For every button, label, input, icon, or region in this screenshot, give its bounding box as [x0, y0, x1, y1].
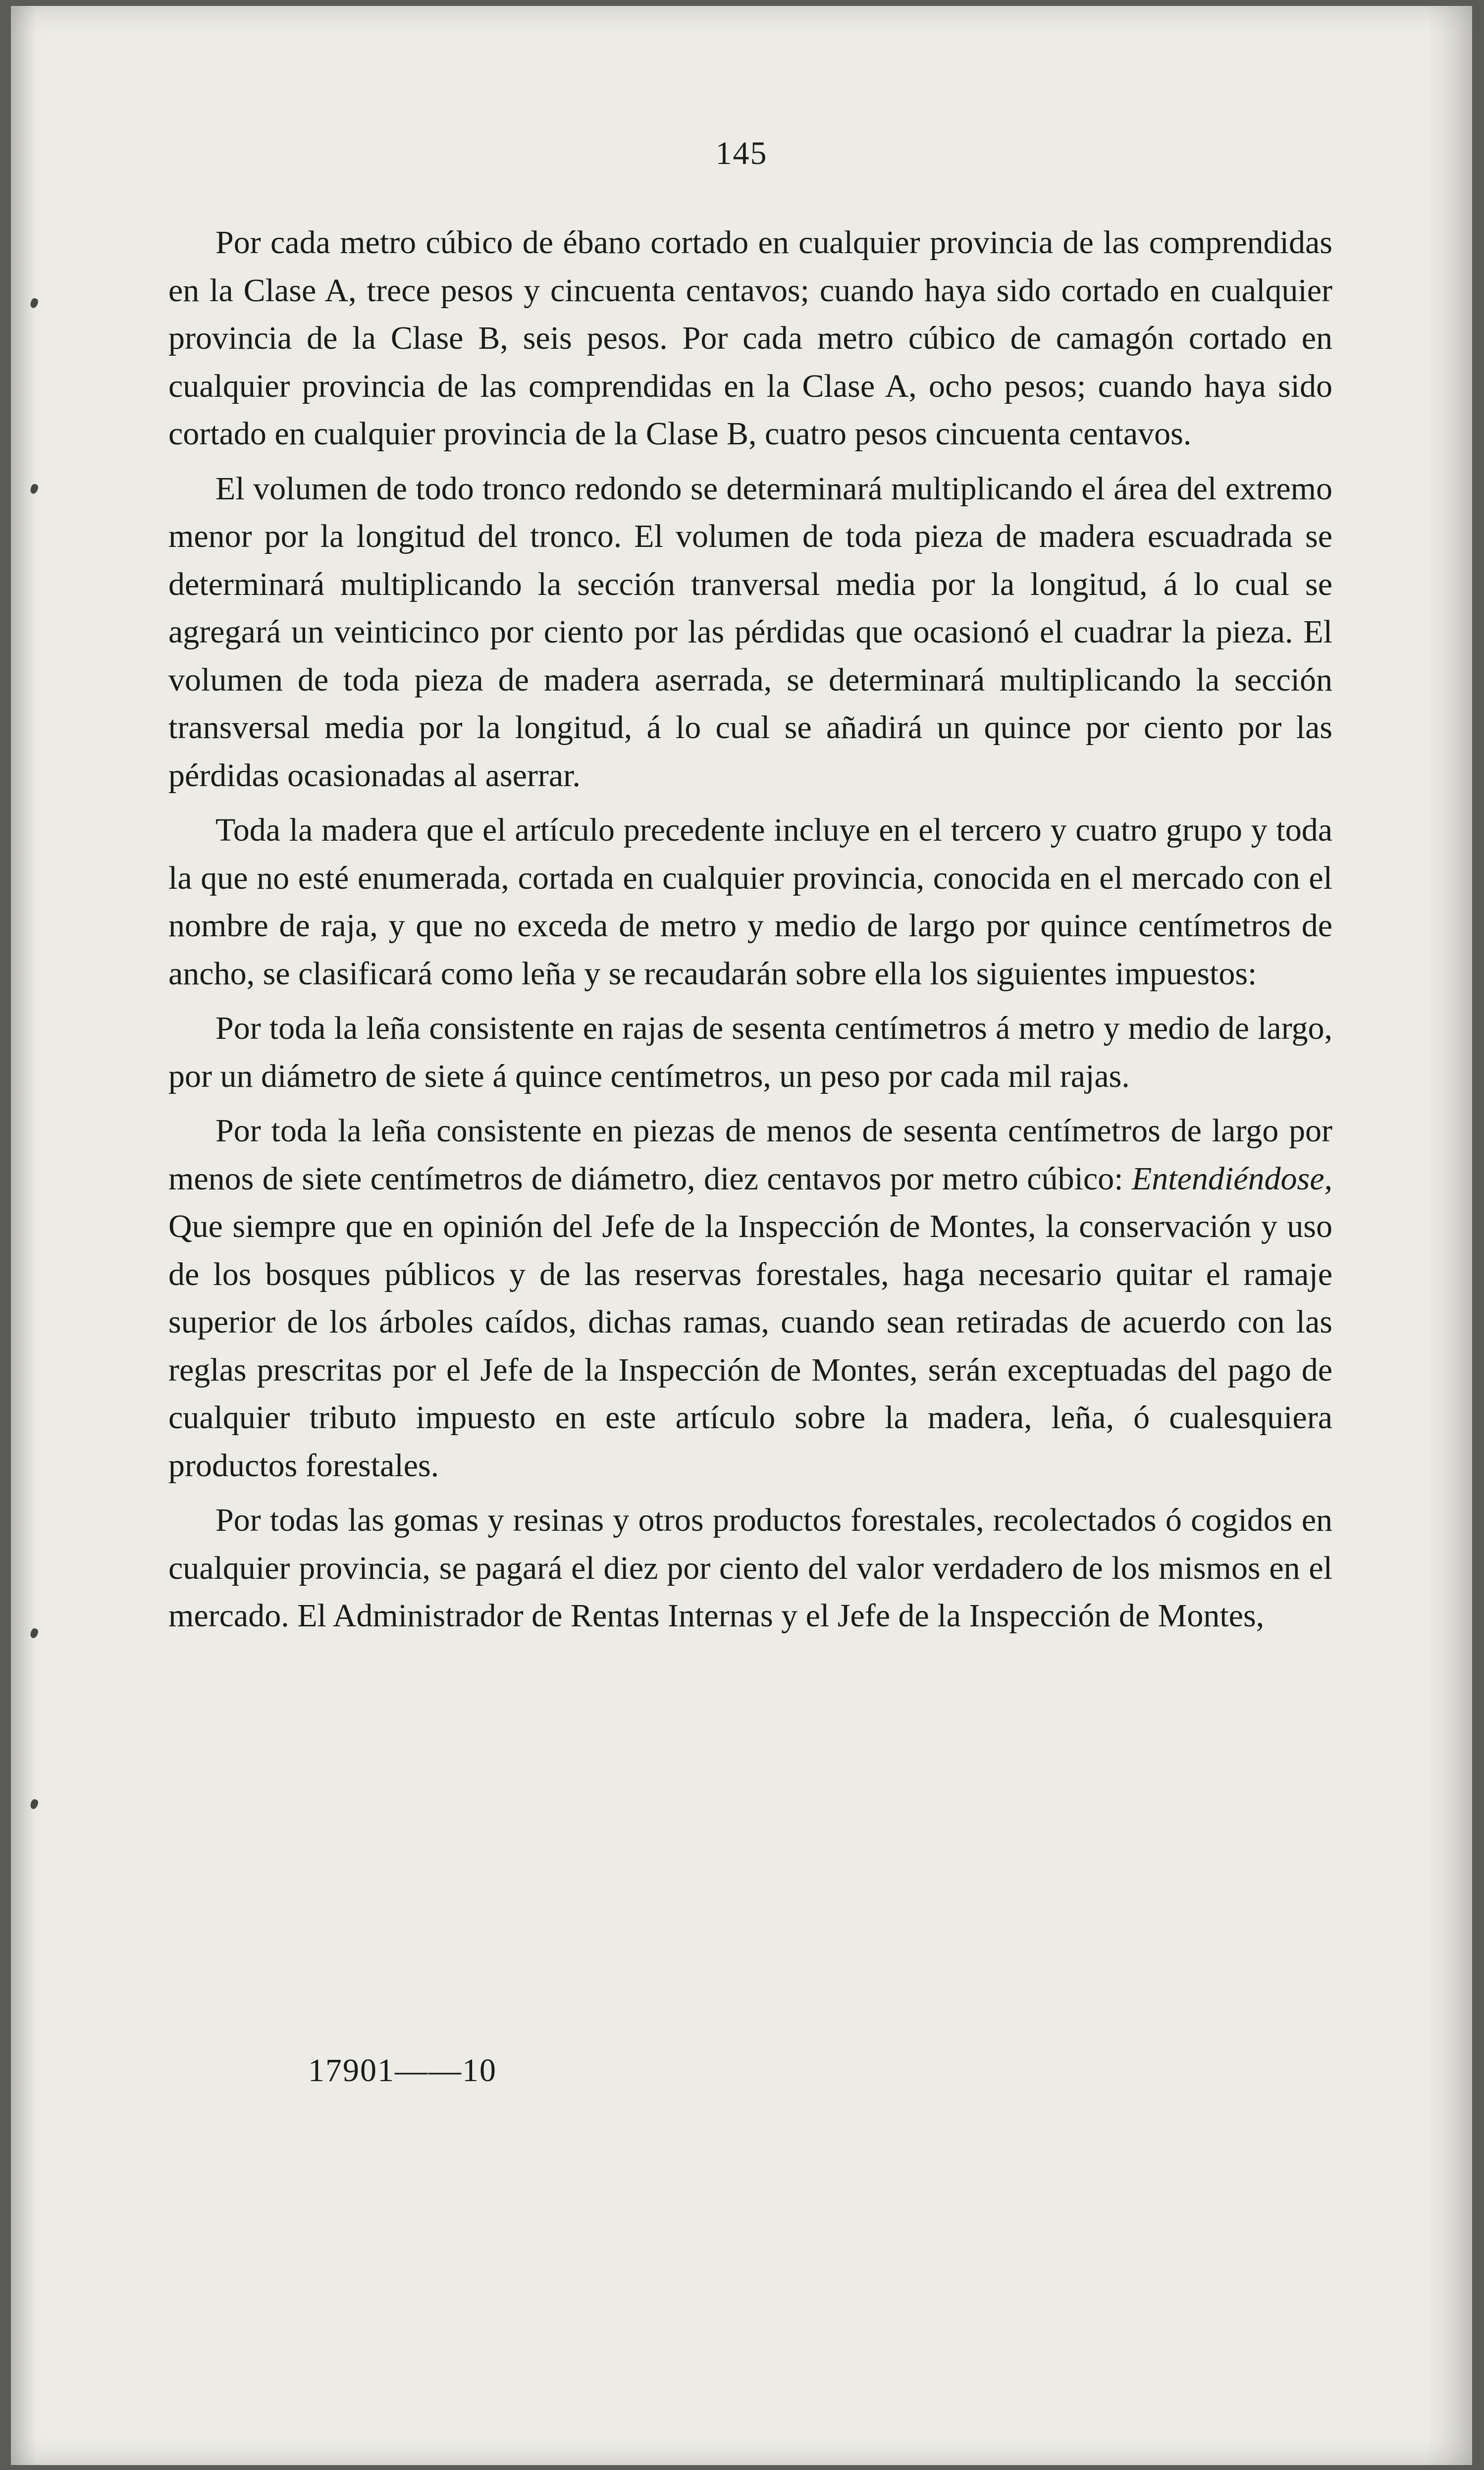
paragraph-piezas-start: Por toda la leña consistente en piezas de menos de sesenta centímetros de largo por menos de siete centímetros de diámetro, diez centavos por metro cúbico:: [168, 1113, 1332, 1197]
paragraph-lena: Toda la madera que el artículo precedente incluye en el tercero y cuatro grupo y toda la que no esté enumerada, cortada en cualquier provincia, conocida en el mercado con el nombre de raja, y que no exceda de metro y medio de largo por quince centímetros de ancho, se clasificará como leña y se recaudarán sobre ella los siguientes impuestos:: [168, 812, 1332, 992]
paragraph-piezas-italic: Entendiéndose,: [1131, 1160, 1332, 1197]
page-number: 145: [715, 135, 768, 171]
document-page: [11, 6, 1472, 2465]
paragraph-gomas: Por todas las gomas y resinas y otros productos forestales, recolectados ó cogidos en cualquier provincia, se pagará el diez por ciento del valor verdadero de los mismos en el mercado. El Administrador de Rentas Internas y el Jefe de la Inspección de Montes,: [168, 1502, 1332, 1634]
printer-signature: 17901——10: [308, 2052, 497, 2089]
paragraph-volumen: El volumen de todo tronco redondo se determinará multiplicando el área del extremo menor por la longitud del tronco. El volumen de toda pieza de madera escuadrada se determinará multiplicando la sección tranversal media por la longitud, á lo cual se agregará un veinticinco por ciento por las pérdidas que ocasionó el cuadrar la pieza. El volumen de toda pieza de madera aserrada, se determinará multiplicando la sección transversal media por la longitud, á lo cual se añadirá un quince por ciento por las pérdidas ocasionadas al aserrar.: [168, 470, 1332, 794]
paragraph-piezas-end: Que siempre que en opinión del Jefe de la Inspección de Montes, la conservación y uso de los bosques públicos y de las reservas forestales, haga necesario quitar el ramaje superior de los árboles caídos, dichas ramas, cuando sean retiradas de acuerdo con las reglas prescritas por el Jefe de la Inspección de Montes, serán exceptuadas del pago de cualquier tributo impuesto en este artículo sobre la madera, leña, ó cualesquiera productos forestales.: [168, 1208, 1332, 1484]
body-text: [168, 219, 1332, 1640]
paragraph-ebano: Por cada metro cúbico de ébano cortado en cualquier provincia de las comprendidas en la Clase A, trece pesos y cincuenta centavos; cuando haya sido cortado en cualquier provincia de la Clase B, seis pesos. Por cada metro cúbico de camagón cortado en cualquier provincia de las comprendidas en la Clase A, ocho pesos; cuando haya sido cortado en cualquier provincia de la Clase B, cuatro pesos cincuenta centavos.: [168, 224, 1332, 452]
paragraph-piezas: [168, 1107, 1332, 1490]
paragraph-rajas: Por toda la leña consistente en rajas de sesenta centímetros á metro y medio de largo, por un diámetro de siete á quince centímetros, un peso por cada mil rajas.: [168, 1010, 1332, 1094]
page-left-shadow: [11, 6, 36, 2465]
page-right-shadow: [1428, 6, 1472, 2465]
